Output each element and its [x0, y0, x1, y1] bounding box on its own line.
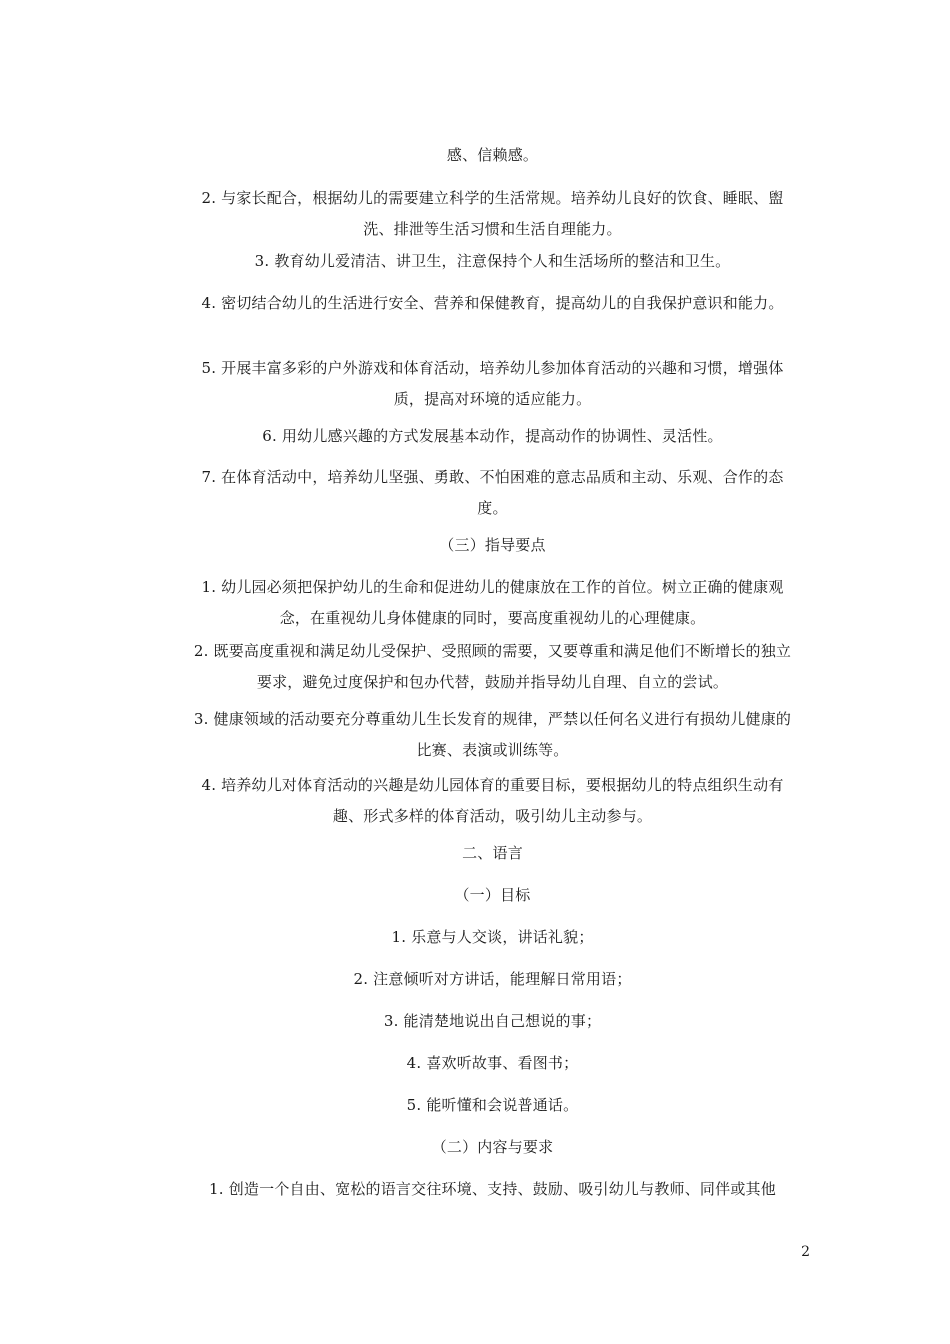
guidance-item-2: 2. 既要高度重视和满足幼儿受保护、受照顾的需要，又要尊重和满足他们不断增长的独立要求，避免过度保护和包办代替，鼓励并指导幼儿自理、自立的尝试。 — [193, 642, 792, 691]
paragraph-item-6: 6. 用幼儿感兴趣的方式发展基本动作，提高动作的协调性、灵活性。 — [262, 427, 723, 445]
paragraph-item-2: 2. 与家长配合，根据幼儿的需要建立科学的生活常规。培养幼儿良好的饮食、睡眠、盥洗、排泄等生活习惯和生活自理能力。 — [201, 189, 784, 238]
goal-item-2: 2. 注意倾听对方讲话，能理解日常用语； — [353, 970, 632, 988]
paragraph-item-3: 3. 教育幼儿爱清洁、讲卫生，注意保持个人和生活场所的整洁和卫生。 — [254, 252, 731, 270]
guidance-item-4: 4. 培养幼儿对体育活动的兴趣是幼儿园体育的重要目标，要根据幼儿的特点组织生动有趣、形式多样的体育活动，吸引幼儿主动参与。 — [201, 776, 784, 825]
goal-item-1: 1. 乐意与人交谈，讲话礼貌； — [391, 928, 594, 946]
guidance-item-3: 3. 健康领域的活动要充分尊重幼儿生长发育的规律，严禁以任何名义进行有损幼儿健康的比赛、表演或训练等。 — [193, 710, 792, 759]
section-heading-goals: （一）目标 — [454, 886, 531, 904]
guidance-item-1: 1. 幼儿园必须把保护幼儿的生命和促进幼儿的健康放在工作的首位。树立正确的健康观念，在重视幼儿身体健康的同时，要高度重视幼儿的心理健康。 — [201, 578, 784, 627]
paragraph-item-7: 7. 在体育活动中，培养幼儿坚强、勇敢、不怕困难的意志品质和主动、乐观、合作的态度。 — [201, 468, 784, 517]
goal-item-5: 5. 能听懂和会说普通话。 — [406, 1096, 579, 1114]
content-item-1: 1. 创造一个自由、宽松的语言交往环境、支持、鼓励、吸引幼儿与教师、同伴或其他 — [209, 1180, 776, 1198]
section-heading-guidance: （三）指导要点 — [439, 536, 546, 554]
goal-item-3: 3. 能清楚地说出自己想说的事； — [383, 1012, 602, 1030]
chapter-heading-language: 二、语言 — [462, 844, 523, 862]
section-heading-content: （二）内容与要求 — [431, 1138, 554, 1156]
goal-item-4: 4. 喜欢听故事、看图书； — [406, 1054, 579, 1072]
page-number: 2 — [801, 1244, 810, 1260]
paragraph-item-4: 4. 密切结合幼儿的生活进行安全、营养和保健教育，提高幼儿的自我保护意识和能力。 — [201, 294, 784, 312]
paragraph-item-5: 5. 开展丰富多彩的户外游戏和体育活动，培养幼儿参加体育活动的兴趣和习惯，增强体质，提高对环境的适应能力。 — [201, 359, 784, 408]
paragraph-continuation: 感、信赖感。 — [446, 146, 539, 164]
